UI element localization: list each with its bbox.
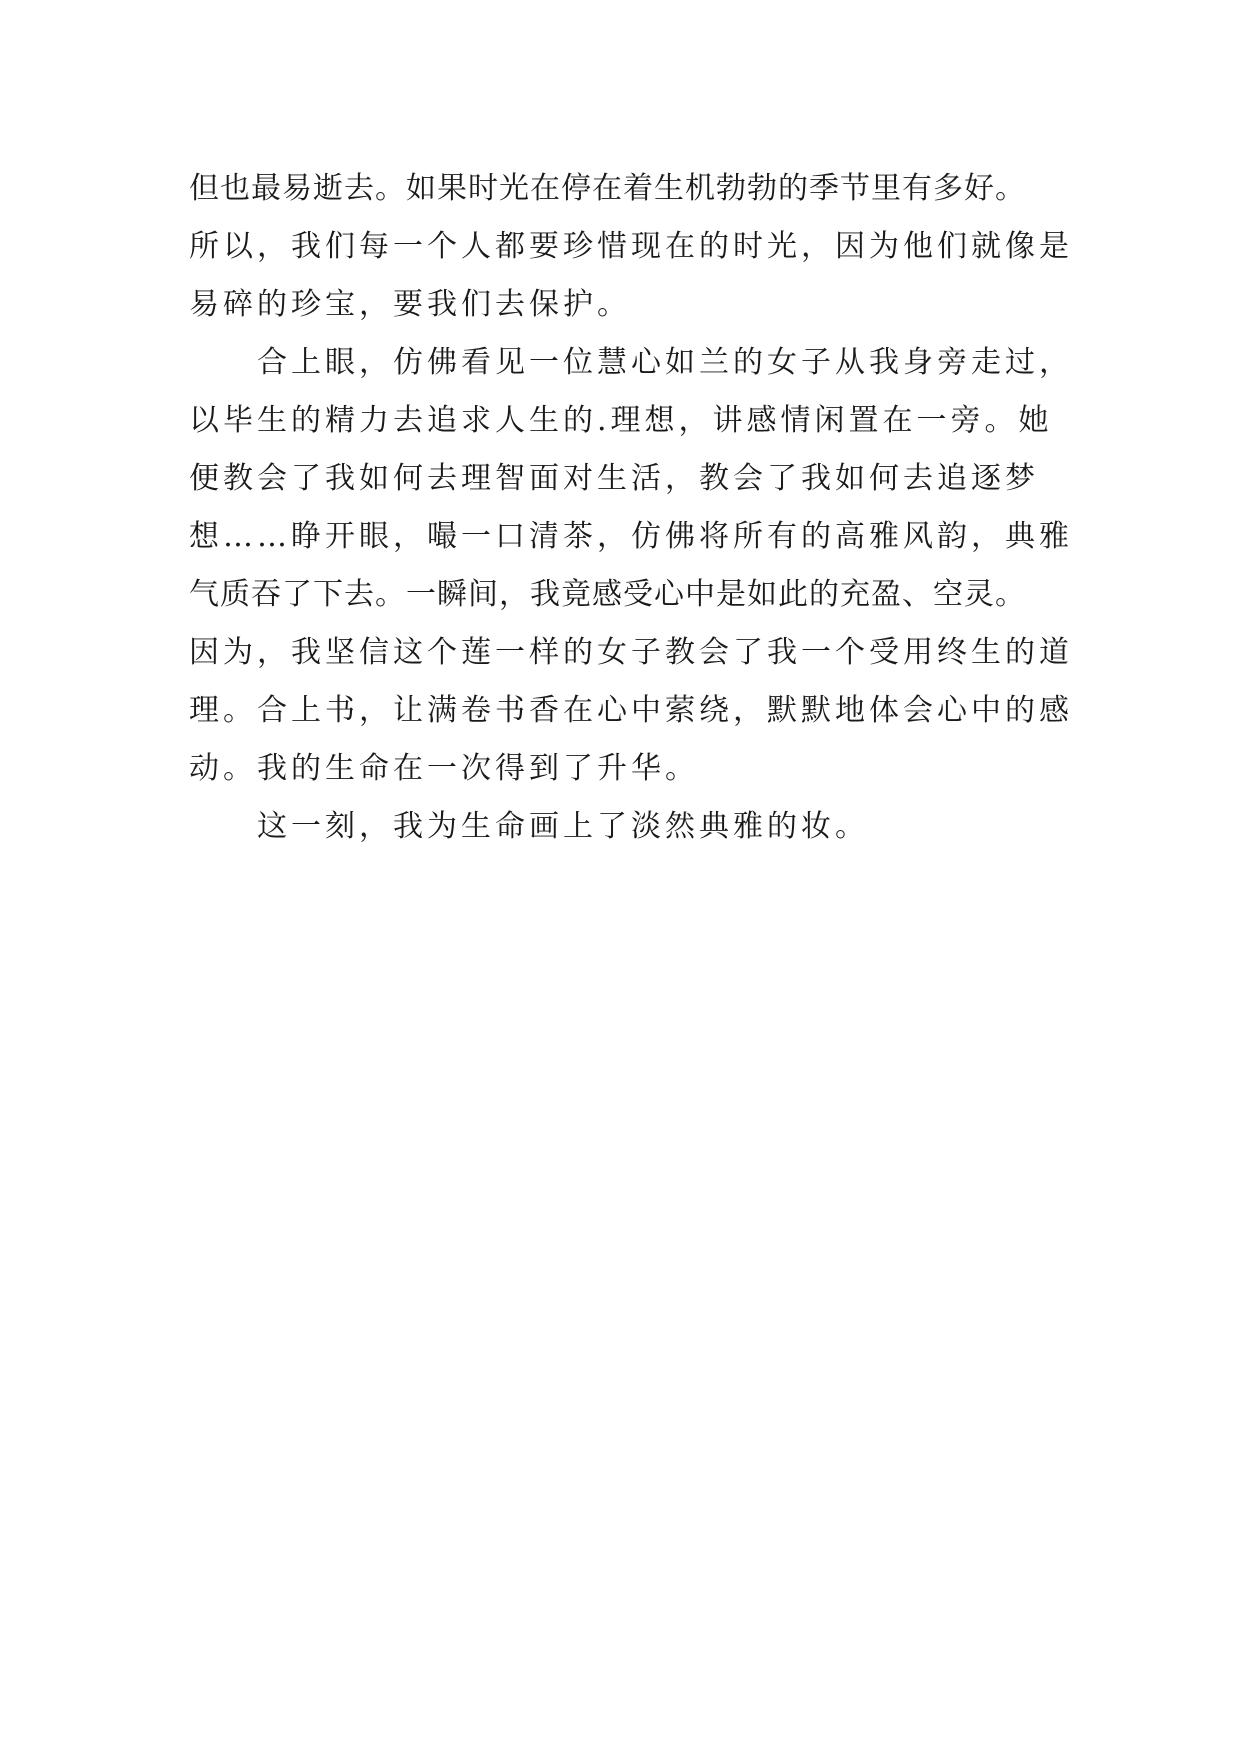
text-line: 但也最易逝去。如果时光在停在着生机勃勃的季节里有多好。 bbox=[189, 171, 1026, 206]
text-line: 气质吞了下去。一瞬间，我竟感受心中是如此的充盈、空灵。 bbox=[189, 577, 1026, 612]
paragraph-start-line: 这一刻，我为生命画上了淡然典雅的妆。 bbox=[257, 809, 869, 844]
text-line: 理。合上书，让满卷书香在心中萦绕，默默地体会心中的感 bbox=[189, 693, 1073, 728]
text-line: 便教会了我如何去理智面对生活，教会了我如何去追逐梦 bbox=[189, 461, 1039, 496]
text-line: 易碎的珍宝，要我们去保护。 bbox=[189, 287, 631, 322]
text-line: 想……睁开眼，嘬一口清茶，仿佛将所有的高雅风韵，典雅 bbox=[189, 519, 1073, 554]
text-line: 因为，我坚信这个莲一样的女子教会了我一个受用终生的道 bbox=[189, 635, 1073, 670]
paragraph-start-line: 合上眼，仿佛看见一位慧心如兰的女子从我身旁走过， bbox=[257, 345, 1073, 380]
text-line: 以毕生的精力去追求人生的.理想，讲感情闲置在一旁。她 bbox=[189, 403, 1053, 438]
text-line: 所以，我们每一个人都要珍惜现在的时光，因为他们就像是 bbox=[189, 229, 1073, 264]
body-text bbox=[189, 160, 1119, 856]
text-line: 动。我的生命在一次得到了升华。 bbox=[189, 751, 699, 786]
